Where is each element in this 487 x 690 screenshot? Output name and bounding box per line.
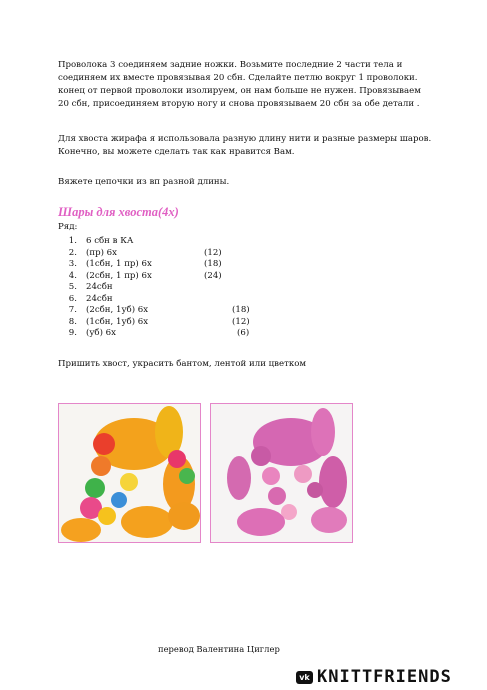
list-item xyxy=(58,236,318,248)
list-item xyxy=(58,294,318,306)
photo-pink-giraffe-image xyxy=(211,404,352,542)
photo-orange-giraffe-image xyxy=(59,404,200,542)
list-item xyxy=(58,259,318,271)
row-label: Ряд: xyxy=(58,222,78,232)
row-number: 4. xyxy=(68,270,77,281)
vk-icon: vk xyxy=(296,671,313,684)
photo-orange-giraffe xyxy=(58,403,201,543)
photo-pink-giraffe xyxy=(210,403,353,543)
row-number: 1. xyxy=(68,236,77,246)
list-item xyxy=(58,317,318,329)
row-number: 9. xyxy=(68,328,77,338)
row-instruction: (2сбн, 1уб) 6х xyxy=(86,305,149,315)
row-instruction: (2сбн, 1 пр) 6х xyxy=(86,270,152,281)
row-instruction: (1сбн, 1уб) 6х xyxy=(86,316,149,327)
row-stitch-count: (18) xyxy=(204,259,222,269)
paragraph-tail-intro: Для хвоста жирафа я использовала разную длину нити и разные размеры шаров. Конечно, вы можете сделать так как нравится Вам. xyxy=(58,134,432,157)
row-instruction: 6 сбн в КА xyxy=(86,236,134,246)
row-stitch-count: (12) xyxy=(232,316,250,327)
row-instruction: 24сбн xyxy=(86,282,113,292)
row-instruction: 24сбн xyxy=(86,293,113,304)
knittfriends-logo xyxy=(296,668,452,686)
row-stitch-count: (18) xyxy=(232,305,250,315)
row-number: 6. xyxy=(68,293,77,304)
row-number: 7. xyxy=(68,305,77,315)
row-stitch-count: (12) xyxy=(204,247,222,258)
translator-credit: перевод Валентина Циглер xyxy=(158,644,280,654)
paragraph-finish: Пришить хвост, украсить бантом, лентой или цветком xyxy=(58,359,307,369)
row-stitch-count: (24) xyxy=(204,270,222,281)
row-instruction: (1сбн, 1 пр) 6х xyxy=(86,259,152,269)
row-number: 3. xyxy=(68,259,77,269)
row-number: 8. xyxy=(68,316,77,327)
list-item xyxy=(58,328,318,340)
logo-text: KNITTFRIENDS xyxy=(317,667,452,687)
list-item xyxy=(58,282,318,294)
row-number: 5. xyxy=(68,282,77,292)
list-item xyxy=(58,305,318,317)
paragraph-wire-legs: Проволока 3 соединяем задние ножки. Возьмите последние 2 части тела и соединяем их вместе провязывая 20 сбн. Сделайте петлю вокруг 1 проволоки. конец от первой проволоки изолируем, он нам больше не нужен. Провязываем 20 сбн, присоединяем вторую ногу и снова провязываем 20 сбн за обе детали . xyxy=(58,60,421,109)
section-heading: Шары для хвоста(4х) xyxy=(58,205,179,219)
row-instruction: (пр) 6х xyxy=(86,247,117,258)
paragraph-chains: Вяжете цепочки из вп разной длины. xyxy=(58,177,230,187)
list-item xyxy=(58,248,318,260)
row-list xyxy=(58,236,318,340)
row-stitch-count: (6) xyxy=(237,328,250,338)
list-item xyxy=(58,271,318,283)
row-number: 2. xyxy=(68,247,77,258)
row-instruction: (уб) 6х xyxy=(86,328,116,338)
